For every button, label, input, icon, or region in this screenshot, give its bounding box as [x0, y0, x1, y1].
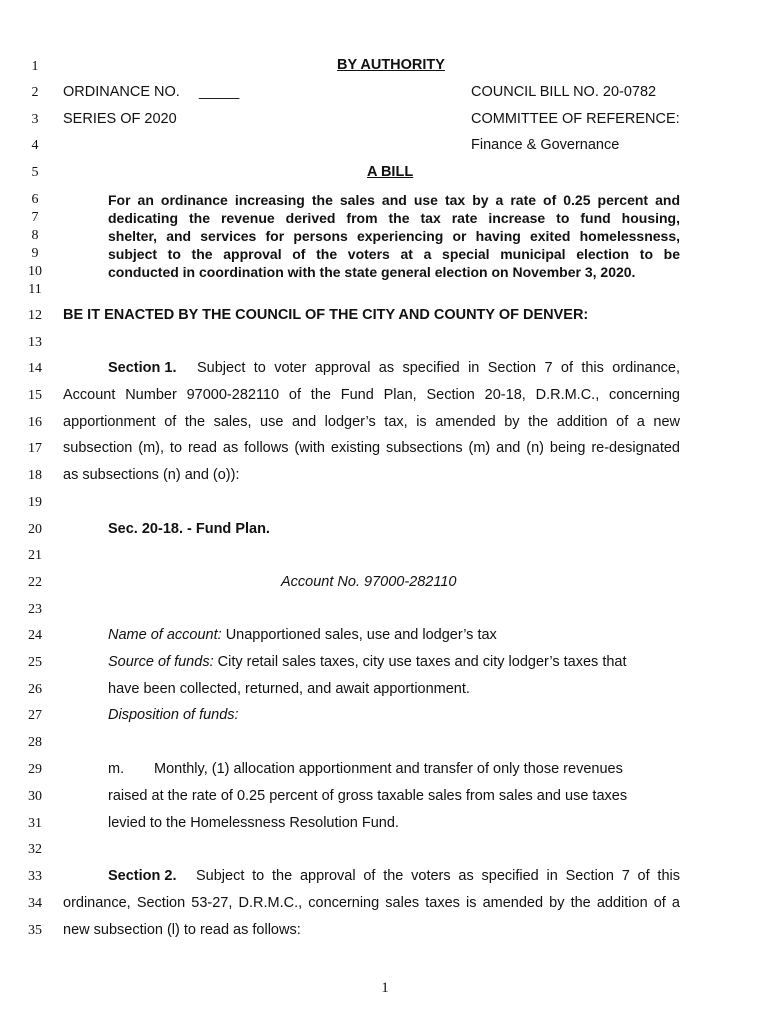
account-name-row [108, 627, 497, 643]
line-number: 10 [28, 264, 42, 279]
section2-label: Section 2. [108, 868, 177, 884]
line-number: 16 [28, 415, 42, 430]
bill-title-line: conducted in coordination with the state general election on November 3, 2020. [108, 264, 636, 280]
committee-label: COMMITTEE OF REFERENCE: [471, 111, 680, 127]
bill-title-line: shelter, and services for persons experiencing or having exited homelessness, [108, 228, 680, 244]
a-bill-heading: A BILL [367, 164, 414, 180]
section2-text: Subject to the approval of the voters as specified in Section 7 of this [196, 868, 680, 884]
line-number: 33 [28, 869, 42, 884]
line-number: 1 [31, 59, 39, 74]
line-number: 18 [28, 468, 42, 483]
line-number: 26 [28, 682, 42, 697]
section1-text: Subject to voter approval as specified in Section 7 of this ordinance, [197, 360, 680, 376]
fund-plan-heading: Sec. 20-18. - Fund Plan. [108, 521, 270, 537]
section1-line: apportionment of the sales, use and lodger’s tax, is amended by the addition of a new [63, 414, 680, 430]
subsection-m-text: Monthly, (1) allocation apportionment and transfer of only those revenues [154, 761, 623, 777]
line-number: 8 [31, 228, 39, 243]
line-number: 14 [28, 361, 42, 376]
council-bill-number: COUNCIL BILL NO. 20-0782 [471, 84, 657, 100]
subsection-m-text: levied to the Homelessness Resolution Fund. [108, 815, 399, 831]
line-number: 17 [28, 441, 42, 456]
line-number: 25 [28, 655, 42, 670]
bill-title-line: For an ordinance increasing the sales and use tax by a rate of 0.25 percent and [108, 192, 680, 208]
section1-text [63, 387, 680, 403]
bill-title-line: dedicating the revenue derived from the tax rate increase to fund housing, [108, 210, 680, 226]
source-of-funds-row [108, 654, 627, 670]
line-number: 5 [31, 165, 39, 180]
line-number: 29 [28, 762, 42, 777]
line-number: 21 [28, 548, 42, 563]
line-number: 22 [28, 575, 42, 590]
line-number: 27 [28, 708, 42, 723]
series-label: SERIES OF 2020 [63, 111, 177, 127]
committee-value: Finance & Governance [471, 137, 620, 153]
enacting-clause: BE IT ENACTED BY THE COUNCIL OF THE CITY AND COUNTY OF DENVER: [63, 307, 589, 323]
line-number: 6 [31, 192, 39, 207]
line-number: 24 [28, 628, 42, 643]
section1-label: Section 1. [108, 360, 177, 376]
bill-title-line: subject to the approval of the voters at a special municipal election to be [108, 246, 680, 262]
ordinance-no-label: ORDINANCE NO. [63, 84, 180, 100]
line-number: 11 [28, 282, 42, 297]
line-number: 2 [31, 85, 39, 100]
line-number: 4 [31, 138, 39, 153]
section2-text: new subsection (l) to read as follows: [63, 922, 301, 938]
line-number: 7 [31, 210, 39, 225]
line-number: 23 [28, 602, 42, 617]
account-number: Account No. 97000-282110 [281, 574, 457, 590]
ordinance-no-blank: _____ [199, 84, 240, 100]
line-number: 31 [28, 816, 42, 831]
line-number: 12 [28, 308, 42, 323]
line-number: 28 [28, 735, 42, 750]
line-number: 9 [31, 246, 39, 261]
line-number: 13 [28, 335, 42, 350]
section1-text [63, 440, 680, 456]
by-authority-heading: BY AUTHORITY [337, 57, 445, 73]
section2-text [63, 895, 680, 911]
disposition-of-funds-label: Disposition of funds: [108, 707, 239, 723]
account-name-value: Unapportioned sales, use and lodger’s tax [225, 627, 497, 643]
line-number: 20 [28, 522, 42, 537]
section1-line: Account Number 97000-282110 of the Fund Plan, Section 20-18, D.R.M.C., concerning [63, 387, 680, 403]
line-number: 34 [28, 896, 42, 911]
account-name-label: Name of account: [108, 627, 222, 643]
section1-text [63, 414, 680, 430]
subsection-m-text: raised at the rate of 0.25 percent of gross taxable sales from sales and use taxes [108, 788, 628, 804]
line-number: 3 [31, 112, 39, 127]
section2-line: ordinance, Section 53-27, D.R.M.C., concerning sales taxes is amended by the addition of a [63, 895, 680, 911]
section1-text: as subsections (n) and (o)): [63, 467, 240, 483]
line-number: 30 [28, 789, 42, 804]
line-number: 32 [28, 842, 42, 857]
line-number: 15 [28, 388, 42, 403]
source-of-funds-continued: have been collected, returned, and await apportionment. [108, 681, 470, 697]
line-number: 35 [28, 923, 42, 938]
source-of-funds-label: Source of funds: [108, 654, 214, 670]
page-number: 1 [381, 980, 389, 996]
source-of-funds-value: City retail sales taxes, city use taxes and city lodger’s taxes that [217, 654, 627, 670]
section1-line: subsection (m), to read as follows (with existing subsections (m) and (n) being re-designated [63, 440, 680, 456]
line-number: 19 [28, 495, 42, 510]
subsection-m-label: m. [108, 761, 125, 777]
